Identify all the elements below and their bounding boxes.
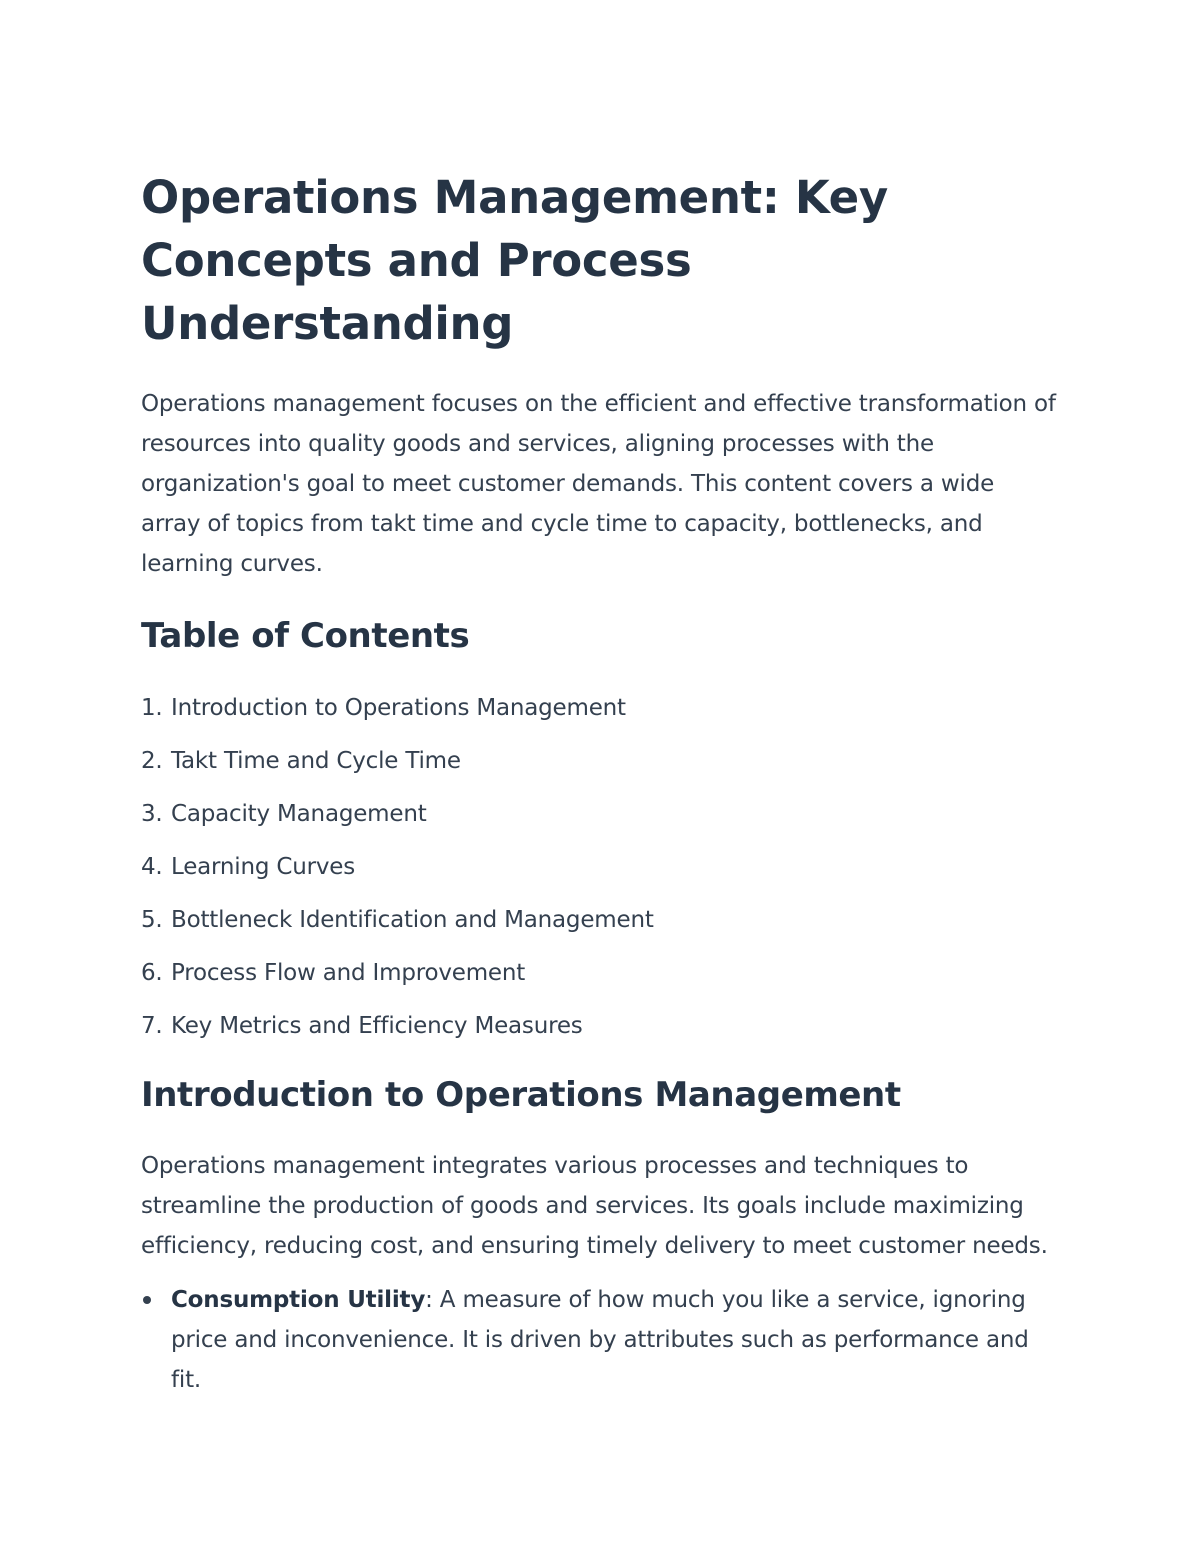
toc-item-label[interactable]: Bottleneck Identification and Management <box>171 907 654 933</box>
bullet-dot-icon <box>143 1296 151 1304</box>
toc-item-label[interactable]: Key Metrics and Efficiency Measures <box>171 1013 583 1039</box>
document-title: Operations Management: Key Concepts and Process Understanding <box>141 171 888 350</box>
toc-item-label[interactable]: Introduction to Operations Management <box>171 695 626 721</box>
toc-item-number: 2. <box>141 748 163 774</box>
toc-item-number: 3. <box>141 801 163 827</box>
toc-item-number: 1. <box>141 695 163 721</box>
toc-item[interactable] <box>141 682 1060 735</box>
bullet-term: Consumption Utility <box>171 1287 426 1313</box>
table-of-contents <box>141 682 1060 1053</box>
toc-item[interactable] <box>141 788 1060 841</box>
bullet-item <box>141 1280 1060 1400</box>
bullet-text: A measure of how much you like a service, ignoring price and inconvenience. It is driven by attributes such as performance and fit. <box>171 1287 1029 1393</box>
toc-item[interactable] <box>141 841 1060 894</box>
toc-item-label[interactable]: Learning Curves <box>171 854 355 880</box>
toc-item-label[interactable]: Takt Time and Cycle Time <box>171 748 461 774</box>
toc-item-label[interactable]: Process Flow and Improvement <box>171 960 526 986</box>
bullet-list <box>141 1280 1060 1400</box>
toc-item[interactable] <box>141 894 1060 947</box>
section-paragraph: Operations management integrates various processes and techniques to streamline the production of goods and services. Its goals include maximizing efficiency, reducing cost, and ensuring timely delivery to meet customer needs. <box>141 1153 1048 1259</box>
section-heading: Introduction to Operations Management <box>141 1075 901 1115</box>
bullet-separator: : <box>425 1287 433 1313</box>
toc-heading: Table of Contents <box>141 616 470 656</box>
toc-item[interactable] <box>141 947 1060 1000</box>
toc-item[interactable] <box>141 1000 1060 1053</box>
toc-item-number: 4. <box>141 854 163 880</box>
toc-item-number: 5. <box>141 907 163 933</box>
toc-item-label[interactable]: Capacity Management <box>171 801 427 827</box>
intro-paragraph: Operations management focuses on the efficient and effective transformation of resources into quality goods and services, aligning processes with the organization's goal to meet customer demands. This content covers a wide array of topics from takt time and cycle time to capacity, bottlenecks, and learning curves. <box>141 391 1056 577</box>
toc-item-number: 6. <box>141 960 163 986</box>
toc-item[interactable] <box>141 735 1060 788</box>
toc-item-number: 7. <box>141 1013 163 1039</box>
